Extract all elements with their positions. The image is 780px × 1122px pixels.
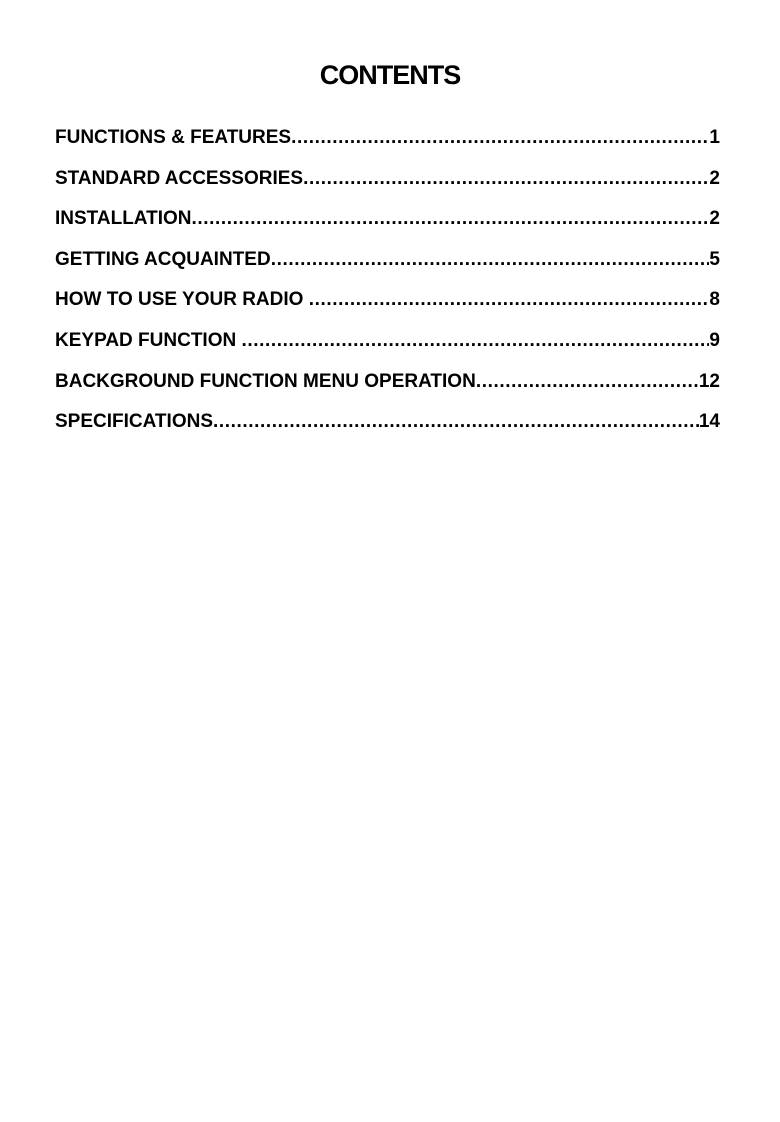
toc-page-number: 8 xyxy=(709,289,720,311)
toc-entry-title: GETTING ACQUAINTED xyxy=(55,248,271,270)
toc-page-number: 14 xyxy=(698,411,720,433)
toc-entry-background-function-menu-operation[interactable] xyxy=(55,370,720,411)
toc-dot-leader xyxy=(213,410,699,434)
toc-entry-specifications[interactable] xyxy=(55,410,720,451)
toc-dot-leader xyxy=(271,248,710,272)
toc-dot-leader xyxy=(241,329,709,353)
toc-page-number: 1 xyxy=(709,127,720,148)
toc-dot-leader xyxy=(291,126,709,150)
toc-page-number: 2 xyxy=(709,167,720,189)
toc-entry-standard-accessories[interactable] xyxy=(55,167,720,208)
toc-entry-title: HOW TO USE YOUR RADIO xyxy=(55,289,309,311)
page-title: CONTENTS xyxy=(319,60,461,90)
toc-entry-installation[interactable] xyxy=(55,207,720,248)
toc-dot-leader xyxy=(303,167,709,191)
toc-entry-title: STANDARD ACCESSORIES xyxy=(55,167,304,189)
toc-entry-title: INSTALLATION xyxy=(55,208,192,230)
toc-page-number: 12 xyxy=(698,370,720,392)
toc-entry-functions-features[interactable] xyxy=(55,126,720,167)
toc-entry-getting-acquainted[interactable] xyxy=(55,248,720,289)
toc-page-number: 5 xyxy=(709,248,720,270)
toc-entry-how-to-use-your-radio[interactable] xyxy=(55,288,720,329)
toc-entry-title: SPECIFICATIONS xyxy=(55,411,213,433)
toc-entry-title: KEYPAD FUNCTION xyxy=(55,329,242,351)
toc-entry-keypad-function[interactable] xyxy=(55,329,720,370)
toc-entry-title: FUNCTIONS & FEATURES xyxy=(55,127,292,148)
toc-page-number: 9 xyxy=(709,329,720,351)
toc-dot-leader xyxy=(309,288,710,312)
toc-dot-leader xyxy=(192,207,710,231)
table-of-contents xyxy=(55,126,720,451)
toc-entry-title: BACKGROUND FUNCTION MENU OPERATION xyxy=(55,370,476,392)
toc-page-number: 2 xyxy=(709,208,720,230)
toc-dot-leader xyxy=(476,370,699,394)
